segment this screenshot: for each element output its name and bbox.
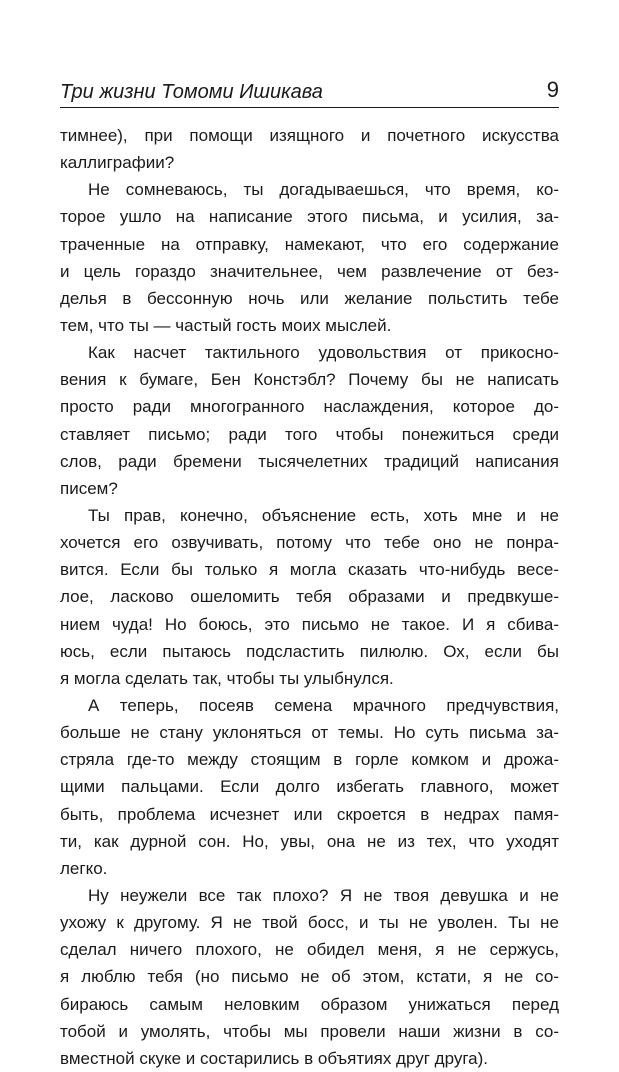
text-line: каллиграфии?: [60, 153, 175, 173]
text-line: слов, ради бремени тысячелетних традиций написания: [60, 451, 559, 471]
text-line: быть, проблема исчезнет или скроется в недрах памя-: [60, 804, 559, 824]
text-line: Ну неужели все так плохо? Я не твоя девушка и не: [88, 885, 559, 905]
text-line: я могла сделать так, чтобы ты улыбнулся.: [60, 668, 394, 688]
text-line: бираюсь самым неловким образом унижаться перед: [60, 994, 559, 1014]
text-line: траченные на отправку, намекают, что его содержание: [60, 234, 559, 254]
text-line: тем, что ты — частый гость моих мыслей.: [60, 315, 392, 335]
text-line: больше не стану уклоняться от темы. Но суть письма за-: [60, 723, 559, 743]
text-line: вместной скуке и состарились в объятиях друг друга).: [60, 1048, 489, 1068]
running-head: [60, 74, 559, 108]
body-text: [60, 122, 559, 1072]
text-line: ставляет письмо; ради того чтобы понежиться среди: [60, 424, 559, 444]
text-line: просто ради многогранного наслаждения, которое до-: [60, 397, 559, 417]
text-line: Не сомневаюсь, ты догадываешься, что время, ко-: [88, 180, 559, 200]
text-line: ти, как дурной сон. Но, увы, она не из тех, что уходят: [60, 831, 559, 851]
text-line: Как насчет тактильного удовольствия от прикосно-: [88, 343, 559, 363]
text-line: вится. Если бы только я могла сказать что-нибудь весе-: [60, 560, 559, 580]
header-rule: [60, 107, 559, 108]
text-line: Ты прав, конечно, объяснение есть, хоть мне и не: [88, 505, 559, 525]
text-line: сделал ничего плохого, не обидел меня, я не сержусь,: [60, 940, 559, 960]
text-line: я люблю тебя (но письмо не об этом, кстати, я не со-: [60, 967, 559, 987]
text-line: делья в бессонную ночь или желание польстить тебе: [60, 288, 559, 308]
text-line: тобой и умолять, чтобы мы провели наши жизни в со-: [60, 1021, 559, 1041]
text-line: стряла где-то между стоящим в горле комком и дрожа-: [60, 750, 559, 770]
text-line: щими пальцами. Если долго избегать главного, может: [60, 777, 559, 797]
book-title: Три жизни Томоми Ишикава: [60, 81, 323, 103]
text-line: тимнее), при помощи изящного и почетного искусства: [60, 126, 559, 145]
text-line: ухожу к другому. Я не твой босс, и ты не уволен. Ты не: [60, 913, 559, 933]
text-line: нием чуда! Но боюсь, это письмо не такое. И я сбива-: [60, 614, 559, 634]
text-line: и цель гораздо значительнее, чем развлечение от без-: [60, 261, 559, 281]
text-line: юсь, если пытаюсь подсластить пилюлю. Ох, если бы: [60, 641, 559, 661]
text-line: писем?: [60, 478, 118, 498]
text-line: легко.: [60, 858, 108, 878]
text-line: лое, ласково ошеломить тебя образами и предвкуше-: [60, 587, 559, 607]
page-number: 9: [546, 77, 559, 102]
text-line: вения к бумаге, Бен Констэбл? Почему бы не написать: [60, 370, 559, 390]
text-line: хочется его озвучивать, потому что тебе оно не понра-: [60, 533, 559, 553]
text-line: торое ушло на написание этого письма, и усилия, за-: [60, 207, 559, 227]
text-line: А теперь, посеяв семена мрачного предчувствия,: [88, 695, 559, 715]
